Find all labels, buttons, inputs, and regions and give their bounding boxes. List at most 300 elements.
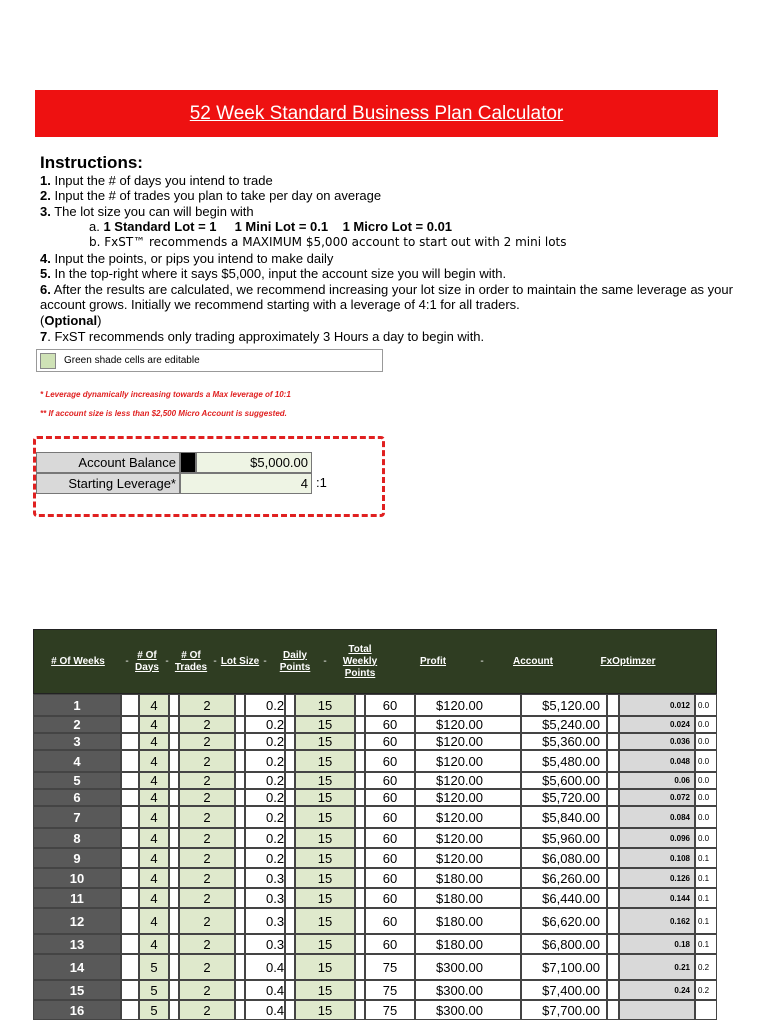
weekly-points-cell: 60	[365, 828, 415, 848]
spacer-cell	[121, 750, 139, 772]
spacer-cell	[355, 1000, 365, 1020]
days-input[interactable]: 4	[139, 694, 169, 716]
spacer-cell	[607, 908, 619, 934]
days-input[interactable]: 5	[139, 980, 169, 1000]
trades-input[interactable]: 2	[179, 980, 235, 1000]
spacer-cell	[169, 868, 179, 888]
days-input[interactable]: 5	[139, 954, 169, 980]
spacer-cell	[121, 888, 139, 908]
spacer-cell	[235, 733, 245, 750]
trades-input[interactable]: 2	[179, 828, 235, 848]
fx-cell: 0.048	[619, 750, 695, 772]
spacer-cell	[169, 980, 179, 1000]
weekly-points-cell: 60	[365, 908, 415, 934]
weekly-points-cell: 75	[365, 1000, 415, 1020]
days-input[interactable]: 4	[139, 908, 169, 934]
trades-input[interactable]: 2	[179, 694, 235, 716]
points-input[interactable]: 15	[295, 848, 355, 868]
points-input[interactable]: 15	[295, 868, 355, 888]
header-sep: -	[165, 655, 169, 667]
table-header	[33, 629, 717, 694]
days-input[interactable]: 4	[139, 772, 169, 789]
table-row	[33, 772, 717, 789]
week-cell: 4	[33, 750, 121, 772]
spacer-cell	[355, 750, 365, 772]
days-input[interactable]: 4	[139, 888, 169, 908]
weekly-points-cell: 60	[365, 772, 415, 789]
table-row	[33, 848, 717, 868]
spacer-cell	[169, 716, 179, 733]
trades-input[interactable]: 2	[179, 934, 235, 954]
spacer-cell	[607, 733, 619, 750]
spacer-cell	[235, 934, 245, 954]
profit-cell: $180.00	[415, 868, 521, 888]
points-input[interactable]: 15	[295, 980, 355, 1000]
account-balance-label: Account Balance	[36, 452, 180, 473]
spacer-cell	[121, 868, 139, 888]
table-row	[33, 868, 717, 888]
fx2-cell: 0.0	[695, 716, 717, 733]
account-cell: $5,360.00	[521, 733, 607, 750]
points-input[interactable]: 15	[295, 828, 355, 848]
lot-input[interactable]: 0.3	[245, 888, 285, 908]
starting-leverage-input[interactable]: 4	[180, 473, 312, 494]
title-banner	[35, 90, 718, 137]
fx-cell: 0.126	[619, 868, 695, 888]
spacer-cell	[607, 934, 619, 954]
spacer-cell	[121, 1000, 139, 1020]
profit-cell: $120.00	[415, 733, 521, 750]
micro-account-note: ** If account size is less than $2,500 Micro Account is suggested.	[40, 409, 287, 418]
points-input[interactable]: 15	[295, 694, 355, 716]
spacer-cell	[285, 888, 295, 908]
fx2-cell: 0.0	[695, 733, 717, 750]
weekly-points-cell: 60	[365, 750, 415, 772]
account-cell: $5,840.00	[521, 806, 607, 828]
spacer-cell	[607, 716, 619, 733]
spacer-cell	[121, 772, 139, 789]
fx2-cell: 0.0	[695, 772, 717, 789]
header-sep: -	[213, 655, 217, 667]
week-cell: 10	[33, 868, 121, 888]
spacer-cell	[355, 980, 365, 1000]
table-row	[33, 733, 717, 750]
header-gap	[578, 630, 590, 693]
header-days: # Of Days	[135, 649, 159, 673]
trades-input[interactable]: 2	[179, 908, 235, 934]
page-title: 52 Week Standard Business Plan Calculator	[189, 102, 564, 124]
fx2-cell: 0.1	[695, 848, 717, 868]
weekly-points-cell: 60	[365, 848, 415, 868]
week-cell: 13	[33, 934, 121, 954]
starting-leverage-label: Starting Leverage*	[36, 473, 180, 494]
instructions	[40, 155, 740, 344]
profit-cell: $180.00	[415, 908, 521, 934]
days-input[interactable]: 4	[139, 750, 169, 772]
spacer-cell	[169, 828, 179, 848]
trades-input[interactable]: 2	[179, 733, 235, 750]
table-row	[33, 888, 717, 908]
table-row	[33, 806, 717, 828]
spacer-cell	[169, 908, 179, 934]
spacer-cell	[121, 716, 139, 733]
account-cell: $7,100.00	[521, 954, 607, 980]
lot-input[interactable]: 0.2	[245, 716, 285, 733]
instruction-3: 3. The lot size you can will begin with	[40, 203, 254, 219]
spacer-cell	[235, 1000, 245, 1020]
header-sep: -	[480, 655, 484, 667]
lot-input[interactable]: 0.2	[245, 789, 285, 806]
account-cell: $5,120.00	[521, 694, 607, 716]
spacer-cell	[607, 772, 619, 789]
fx-cell: 0.084	[619, 806, 695, 828]
fx2-cell: 0.0	[695, 694, 717, 716]
account-cell: $7,400.00	[521, 980, 607, 1000]
green-swatch	[40, 353, 56, 369]
week-cell: 14	[33, 954, 121, 980]
table-row	[33, 934, 717, 954]
spacer-cell	[169, 888, 179, 908]
fx-cell: 0.18	[619, 934, 695, 954]
spacer-cell	[121, 908, 139, 934]
weekly-points-cell: 60	[365, 934, 415, 954]
spacer-cell	[285, 733, 295, 750]
account-cell: $6,080.00	[521, 848, 607, 868]
lot-input[interactable]: 0.4	[245, 980, 285, 1000]
divider-cell	[180, 452, 196, 473]
points-input[interactable]: 15	[295, 716, 355, 733]
profit-cell: $180.00	[415, 934, 521, 954]
spacer-cell	[607, 806, 619, 828]
account-cell: $5,960.00	[521, 828, 607, 848]
spacer-cell	[235, 806, 245, 828]
weekly-points-cell: 60	[365, 888, 415, 908]
spacer-cell	[285, 789, 295, 806]
fx2-cell: 0.2	[695, 980, 717, 1000]
spacer-cell	[285, 806, 295, 828]
table-row	[33, 1000, 717, 1020]
account-cell: $6,440.00	[521, 888, 607, 908]
lot-input[interactable]: 0.3	[245, 868, 285, 888]
week-cell: 6	[33, 789, 121, 806]
lot-input[interactable]: 0.2	[245, 828, 285, 848]
profit-cell: $120.00	[415, 716, 521, 733]
fx-cell	[619, 1000, 695, 1020]
spacer-cell	[169, 954, 179, 980]
account-cell: $6,620.00	[521, 908, 607, 934]
spacer-cell	[235, 908, 245, 934]
account-cell: $5,240.00	[521, 716, 607, 733]
trades-input[interactable]: 2	[179, 868, 235, 888]
spacer-cell	[355, 954, 365, 980]
instruction-5: 5. In the top-right where it says $5,000, input the account size you will begin with.	[40, 266, 507, 282]
header-fx2	[666, 630, 692, 693]
spacer-cell	[355, 733, 365, 750]
spacer-cell	[607, 694, 619, 716]
fx-cell: 0.096	[619, 828, 695, 848]
header-account: Account	[513, 655, 553, 667]
weekly-points-cell: 75	[365, 954, 415, 980]
table-body	[33, 694, 717, 1020]
points-input[interactable]: 15	[295, 806, 355, 828]
trades-input[interactable]: 2	[179, 806, 235, 828]
fx2-cell: 0.2	[695, 954, 717, 980]
points-input[interactable]: 15	[295, 934, 355, 954]
account-cell: $5,600.00	[521, 772, 607, 789]
fx2-cell: 0.0	[695, 750, 717, 772]
header-sep: -	[263, 655, 267, 667]
spacer-cell	[607, 868, 619, 888]
spacer-cell	[169, 1000, 179, 1020]
spacer-cell	[235, 716, 245, 733]
spacer-cell	[285, 908, 295, 934]
spacer-cell	[169, 848, 179, 868]
spacer-cell	[607, 750, 619, 772]
fx-cell: 0.24	[619, 980, 695, 1000]
spacer-cell	[285, 980, 295, 1000]
fx2-cell: 0.0	[695, 806, 717, 828]
table-row	[33, 980, 717, 1000]
profit-cell: $120.00	[415, 694, 521, 716]
days-input[interactable]: 4	[139, 789, 169, 806]
spacer-cell	[235, 750, 245, 772]
points-input[interactable]: 15	[295, 954, 355, 980]
header-sep: -	[323, 655, 327, 667]
instruction-6: 6. After the results are calculated, we recommend increasing your lot size in order to maintain the same leverage as your account grows. Initially we recommend starting with a leverage of 4:1 for all traders.	[40, 281, 733, 313]
legend-text: Green shade cells are editable	[64, 355, 200, 366]
spacer-cell	[121, 828, 139, 848]
spacer-cell	[285, 848, 295, 868]
instruction-7: 7. FxST recommends only trading approximately 3 Hours a day to begin with.	[40, 328, 485, 344]
spacer-cell	[121, 733, 139, 750]
spacer-cell	[169, 789, 179, 806]
account-settings	[36, 452, 327, 494]
spacer-cell	[169, 733, 179, 750]
week-cell: 3	[33, 733, 121, 750]
weekly-points-cell: 75	[365, 980, 415, 1000]
fx2-cell: 0.0	[695, 789, 717, 806]
profit-cell: $300.00	[415, 980, 521, 1000]
spacer-cell	[285, 954, 295, 980]
lot-input[interactable]: 0.2	[245, 772, 285, 789]
account-cell: $5,720.00	[521, 789, 607, 806]
fx-cell: 0.21	[619, 954, 695, 980]
header-weekly: Total Weekly Points	[342, 643, 378, 679]
trades-input[interactable]: 2	[179, 750, 235, 772]
spacer-cell	[235, 694, 245, 716]
spacer-cell	[235, 868, 245, 888]
spacer-cell	[607, 980, 619, 1000]
header-lot: Lot Size	[220, 655, 260, 667]
fx-cell: 0.072	[619, 789, 695, 806]
lot-input[interactable]: 0.2	[245, 848, 285, 868]
lot-input[interactable]: 0.3	[245, 934, 285, 954]
spacer-cell	[121, 934, 139, 954]
lot-input[interactable]: 0.2	[245, 750, 285, 772]
trades-input[interactable]: 2	[179, 716, 235, 733]
fx2-cell: 0.1	[695, 888, 717, 908]
spacer-cell	[235, 980, 245, 1000]
spacer-cell	[121, 954, 139, 980]
spacer-cell	[355, 694, 365, 716]
spacer-cell	[169, 806, 179, 828]
weekly-points-cell: 60	[365, 789, 415, 806]
profit-cell: $120.00	[415, 750, 521, 772]
spacer-cell	[285, 716, 295, 733]
header-weeks: # Of Weeks	[51, 655, 105, 667]
header-points: Daily Points	[279, 649, 311, 673]
profit-cell: $300.00	[415, 954, 521, 980]
week-cell: 1	[33, 694, 121, 716]
week-cell: 7	[33, 806, 121, 828]
lot-input[interactable]: 0.4	[245, 954, 285, 980]
table-row	[33, 828, 717, 848]
spacer-cell	[355, 806, 365, 828]
fx2-cell: 0.1	[695, 908, 717, 934]
spacer-cell	[285, 1000, 295, 1020]
days-input[interactable]: 4	[139, 828, 169, 848]
profit-cell: $120.00	[415, 828, 521, 848]
profit-cell: $120.00	[415, 772, 521, 789]
spacer-cell	[285, 934, 295, 954]
instruction-4: 4. Input the points, or pips you intend to make daily	[40, 250, 334, 266]
profit-cell: $120.00	[415, 789, 521, 806]
spacer-cell	[285, 750, 295, 772]
weekly-points-cell: 60	[365, 694, 415, 716]
fx-cell: 0.036	[619, 733, 695, 750]
weekly-points-cell: 60	[365, 868, 415, 888]
spacer-cell	[607, 789, 619, 806]
spacer-cell	[285, 772, 295, 789]
editable-legend	[36, 349, 383, 372]
trades-input[interactable]: 2	[179, 1000, 235, 1020]
trades-input[interactable]: 2	[179, 954, 235, 980]
account-cell: $7,700.00	[521, 1000, 607, 1020]
instruction-2: 2. Input the # of trades you plan to take per day on average	[40, 188, 382, 204]
days-input[interactable]: 5	[139, 1000, 169, 1020]
spacer-cell	[607, 954, 619, 980]
spacer-cell	[355, 888, 365, 908]
spacer-cell	[121, 694, 139, 716]
spacer-cell	[121, 806, 139, 828]
spacer-cell	[169, 772, 179, 789]
instruction-optional: (Optional)	[40, 312, 102, 328]
spacer-cell	[607, 1000, 619, 1020]
week-cell: 8	[33, 828, 121, 848]
spacer-cell	[121, 980, 139, 1000]
days-input[interactable]: 4	[139, 716, 169, 733]
trades-input[interactable]: 2	[179, 848, 235, 868]
week-cell: 12	[33, 908, 121, 934]
spacer-cell	[235, 789, 245, 806]
week-cell: 15	[33, 980, 121, 1000]
week-cell: 11	[33, 888, 121, 908]
days-input[interactable]: 4	[139, 868, 169, 888]
leverage-note: * Leverage dynamically increasing towards a Max leverage of 10:1	[40, 390, 291, 399]
week-cell: 5	[33, 772, 121, 789]
spacer-cell	[355, 716, 365, 733]
days-input[interactable]: 4	[139, 848, 169, 868]
table-row	[33, 750, 717, 772]
fx-cell: 0.024	[619, 716, 695, 733]
lot-input[interactable]: 0.3	[245, 908, 285, 934]
points-input[interactable]: 15	[295, 789, 355, 806]
points-input[interactable]: 15	[295, 1000, 355, 1020]
fx-cell: 0.108	[619, 848, 695, 868]
fx2-cell	[695, 1000, 717, 1020]
spacer-cell	[285, 868, 295, 888]
lot-input[interactable]: 0.2	[245, 733, 285, 750]
table-row	[33, 789, 717, 806]
spacer-cell	[355, 908, 365, 934]
header-sep: -	[125, 655, 129, 667]
days-input[interactable]: 4	[139, 806, 169, 828]
fx-cell: 0.012	[619, 694, 695, 716]
days-input[interactable]: 4	[139, 934, 169, 954]
lot-input[interactable]: 0.2	[245, 806, 285, 828]
profit-cell: $300.00	[415, 1000, 521, 1020]
points-input[interactable]: 15	[295, 750, 355, 772]
trades-input[interactable]: 2	[179, 789, 235, 806]
lot-input[interactable]: 0.4	[245, 1000, 285, 1020]
spacer-cell	[235, 888, 245, 908]
spacer-cell	[285, 694, 295, 716]
account-balance-input[interactable]: $5,000.00	[196, 452, 312, 473]
spacer-cell	[355, 828, 365, 848]
week-cell: 9	[33, 848, 121, 868]
fx-cell: 0.162	[619, 908, 695, 934]
weekly-points-cell: 60	[365, 806, 415, 828]
instruction-1: 1. Input the # of days you intend to trade	[40, 172, 273, 188]
weekly-points-cell: 60	[365, 716, 415, 733]
fx-cell: 0.144	[619, 888, 695, 908]
spacer-cell	[285, 828, 295, 848]
spacer-cell	[355, 789, 365, 806]
profit-cell: $120.00	[415, 806, 521, 828]
spacer-cell	[355, 848, 365, 868]
points-input[interactable]: 15	[295, 888, 355, 908]
fx-cell: 0.06	[619, 772, 695, 789]
spacer-cell	[607, 888, 619, 908]
spacer-cell	[121, 848, 139, 868]
points-input[interactable]: 15	[295, 733, 355, 750]
week-cell: 16	[33, 1000, 121, 1020]
instruction-3a: a. 1 Standard Lot = 1 1 Mini Lot = 0.1 1 Micro Lot = 0.01	[89, 219, 453, 235]
points-input[interactable]: 15	[295, 908, 355, 934]
account-cell: $6,260.00	[521, 868, 607, 888]
spacer-cell	[121, 789, 139, 806]
spacer-cell	[355, 868, 365, 888]
weekly-points-cell: 60	[365, 733, 415, 750]
spacer-cell	[235, 848, 245, 868]
header-profit: Profit	[419, 655, 447, 667]
spacer-cell	[235, 772, 245, 789]
account-cell: $6,800.00	[521, 934, 607, 954]
days-input[interactable]: 4	[139, 733, 169, 750]
trades-input[interactable]: 2	[179, 888, 235, 908]
trades-input[interactable]: 2	[179, 772, 235, 789]
table-row	[33, 954, 717, 980]
spacer-cell	[235, 828, 245, 848]
table-row	[33, 908, 717, 934]
lot-input[interactable]: 0.2	[245, 694, 285, 716]
leverage-suffix: :1	[316, 475, 327, 490]
plan-table	[33, 629, 717, 1020]
fx2-cell: 0.1	[695, 868, 717, 888]
instruction-3b: b. FxST™ recommends a MAXIMUM $5,000 account to start out with 2 mini lots	[89, 234, 567, 249]
profit-cell: $180.00	[415, 888, 521, 908]
points-input[interactable]: 15	[295, 772, 355, 789]
